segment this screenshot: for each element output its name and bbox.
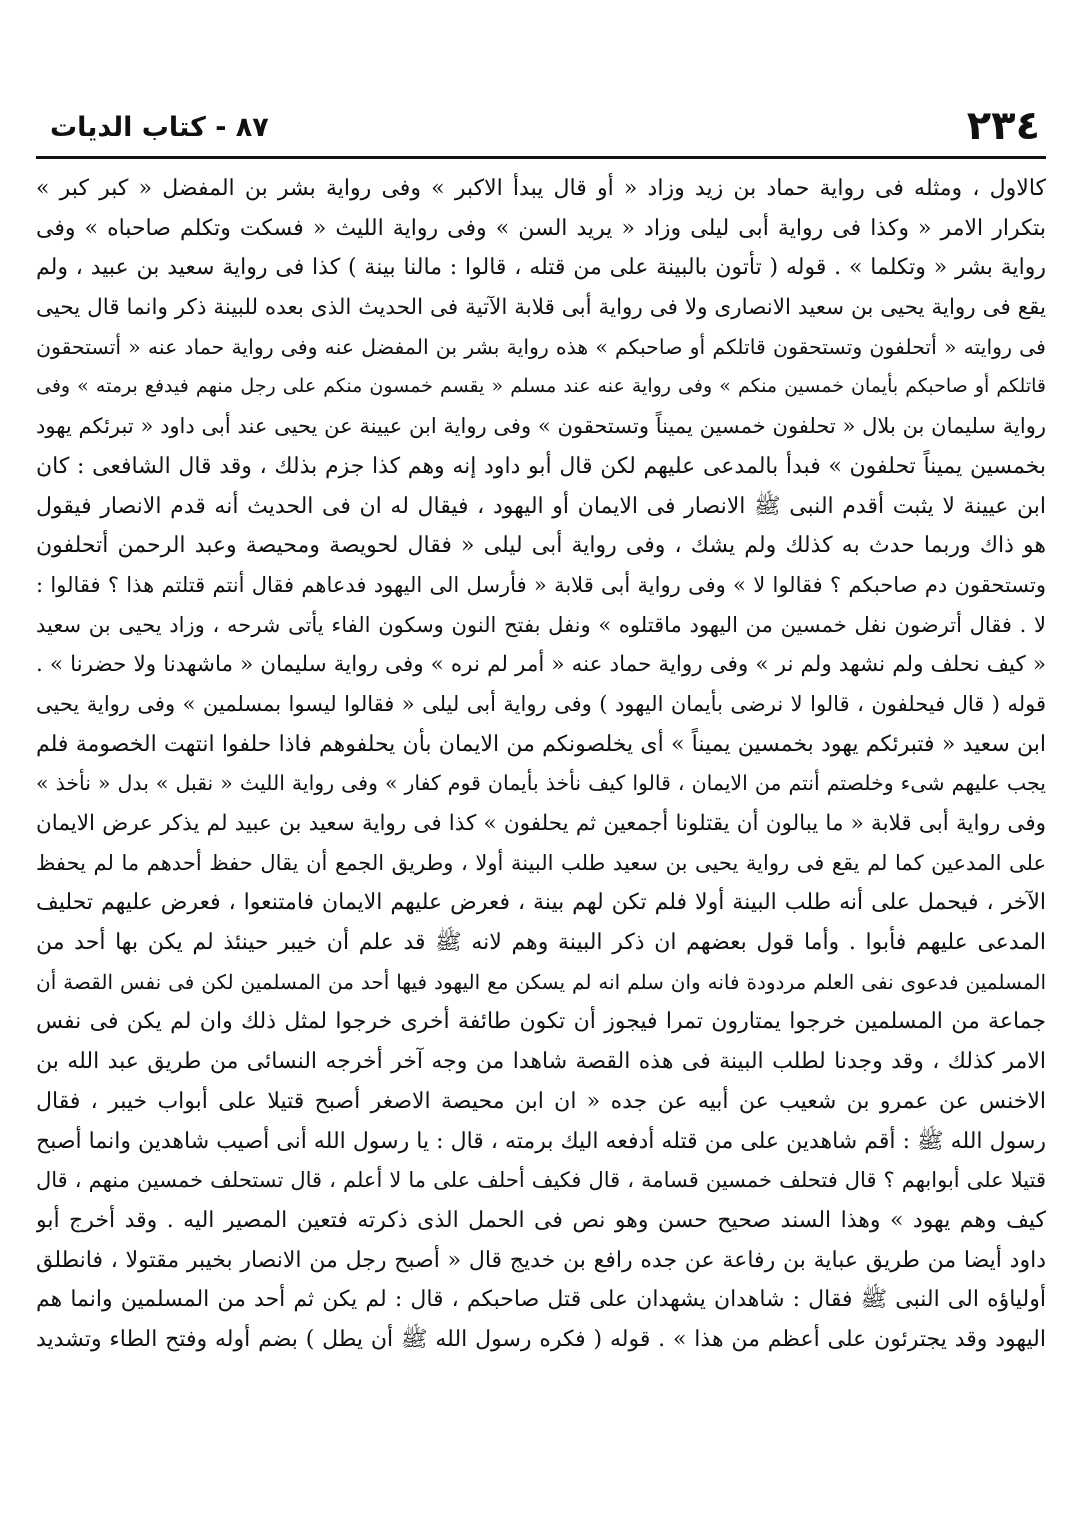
page-number: ٢٣٤ <box>966 103 1040 149</box>
text-line: ابن عيينة لا يثبت أقدم النبى ﷺ الانصار فى الايمان أو اليهود ، فيقال له ان فى الحديث أنه قدم الانصار فيقول <box>36 493 1046 519</box>
text-line: رواية سليمان بن بلال « تحلفون خمسين يميناً وتستحقون » وفى رواية ابن عيينة عن يحيى عند أبى داود « تبرئكم يهود <box>36 414 1046 439</box>
text-line: اليهود وقد يجترئون على أعظم من هذا » . قوله ( فكره رسول الله ﷺ أن يطل ) بضم أوله وفتح الطاء وتشديد <box>36 1326 1046 1352</box>
text-line: قاتلكم أو صاحبكم بأيمان خمسين منكم » وفى رواية عنه عند مسلم « يقسم خمسون منكم على رجل منهم فيدفع برمته » وفى <box>36 375 1046 398</box>
text-line: الآخر ، فيحمل على أنه طلب البينة أولا فلم تكن لهم بينة ، فعرض عليهم الايمان فامتنعوا ، فعرض عليهم تحليف <box>36 890 1046 916</box>
text-line: هو ذاك وربما حدث به كذلك ولم يشك ، وفى رواية أبى ليلى « فقال لحويصة ومحيصة وعبد الرحمن أتحلفون <box>36 533 1046 559</box>
text-line: بخمسين يميناً تحلفون » فبدأ بالمدعى عليهم لكن قال أبو داود إنه وهم كذا جزم بذلك ، وقد قال الشافعى : كان <box>36 453 1046 479</box>
text-line: الاخنس عن عمرو بن شعيب عن أبيه عن جده « ان ابن محيصة الاصغر أصبح قتيلا على أبواب خيبر ، فقال <box>36 1088 1046 1114</box>
text-line: المسلمين فدعوى نفى العلم مردودة فانه وان سلم انه لم يسكن مع اليهود فيها أحد من المسلمين لكن فى نفس القصة أن <box>36 969 1046 994</box>
text-line: رواية بشر « وتكلما » . قوله ( تأتون بالبينة على من قتله ، قالوا : مالنا بينة ) كذا فى رواية سعيد بن عبيد ، ولم <box>36 255 1046 281</box>
text-line: لا . فقال أترضون نفل خمسين من اليهود ماقتلوه » ونفل بفتح النون وسكون الفاء يأتى شرحه ، وزاد يحيى بن سعيد <box>36 612 1046 637</box>
text-line: كيف وهم يهود » وهذا السند صحيح حسن وهو نص فى الحمل الذى ذكرته فتعين المصير اليه . وقد أخرج أبو <box>36 1207 1046 1233</box>
running-head: ٨٧ - كتاب الديات <box>50 112 269 143</box>
text-line: « كيف نحلف ولم نشهد ولم نر » وفى رواية حماد عنه « أمر لم نره » وفى رواية سليمان « ماشهدنا ولا حضرنا » . <box>36 652 1046 678</box>
text-line: أولياؤه الى النبى ﷺ فقال : شاهدان يشهدان على قتل صاحبكم ، قال : لم يكن ثم أحد من المسلمين وانما هم <box>36 1287 1046 1313</box>
text-line: الامر كذلك ، وقد وجدنا لطلب البينة فى هذه القصة شاهدا من وجه آخر أخرجه النسائى من طريق عبد الله بن <box>36 1049 1046 1075</box>
text-line: قتيلا على أبوابهم ؟ قال فتحلف خمسين قسامة ، قال فكيف أحلف على ما لا أعلم ، قال تستحلف خمسين منهم ، قال <box>36 1168 1046 1193</box>
text-line: جماعة من المسلمين خرجوا يمتارون تمرا فيجوز أن تكون طائفة أخرى خرجوا لمثل ذلك وان لم يكن فى نفس <box>36 1009 1046 1035</box>
text-line: كالاول ، ومثله فى رواية حماد بن زيد وزاد « أو قال يبدأ الاكبر » وفى رواية بشر بن المفضل « كبر كبر » <box>36 176 1046 201</box>
body-text <box>36 169 1046 1360</box>
text-line: وتستحقون دم صاحبكم ؟ فقالوا لا » وفى رواية أبى قلابة « فأرسل الى اليهود فدعاهم فقال أنتم قتلتم هذا ؟ فقالوا : <box>36 572 1046 597</box>
text-line: قوله ( قال فيحلفون ، قالوا لا نرضى بأيمان اليهود ) وفى رواية أبى ليلى « فقالوا ليسوا بمسلمين » وفى رواية يحيى <box>36 691 1046 716</box>
text-line: داود أيضا من طريق عباية بن رفاعة عن جده رافع بن خديج قال « أصبح رجل من الانصار بخيبر مقتولا ، فانطلق <box>36 1247 1046 1273</box>
text-line: رسول الله ﷺ : أقم شاهدين على من قتله أدفعه اليك برمته ، قال : يا رسول الله أنى أصيب شاهدين وانما أصبح <box>36 1128 1046 1154</box>
book-page <box>36 100 1046 1500</box>
text-line: بتكرار الامر « وكذا فى رواية أبى ليلى وزاد « يريد السن » وفى رواية الليث « فسكت وتكلم صاحباه » وفى <box>36 215 1046 241</box>
text-line: يقع فى رواية يحيى بن سعيد الانصارى ولا فى رواية أبى قلابة الآتية فى الحديث الذى بعده للبينة ذكر وانما قال يحيى <box>36 295 1046 321</box>
text-line: يجب عليهم شىء وخلصتم أنتم من الايمان ، قالوا كيف نأخذ بأيمان قوم كفار » وفى رواية الليث « نقبل » بدل « نأخذ » <box>36 771 1046 796</box>
text-line: وفى رواية أبى قلابة « ما يبالون أن يقتلونا أجمعين ثم يحلفون » كذا فى رواية سعيد بن عبيد لم يذكر عرض الايمان <box>36 811 1046 836</box>
text-line: ابن سعيد « فتبرئكم يهود بخمسين يميناً » أى يخلصونكم من الايمان بأن يحلفوهم فاذا حلفوا انتهت الخصومة فلم <box>36 731 1046 757</box>
text-line: المدعى عليهم فأبوا . وأما قول بعضهم ان ذكر البينة وهم لانه ﷺ قد علم أن خيبر حينئذ لم يكن بها أحد من <box>36 930 1046 956</box>
page-header <box>36 100 1046 159</box>
text-line: على المدعين كما لم يقع فى رواية يحيى بن سعيد طلب البينة أولا ، وطريق الجمع أن يقال حفظ أحدهم ما لم يحفظ <box>36 850 1046 875</box>
text-line: فى روايته « أتحلفون وتستحقون قاتلكم أو صاحبكم » هذه رواية بشر بن المفضل عنه وفى رواية حماد عنه « أتستحقون <box>36 334 1046 359</box>
